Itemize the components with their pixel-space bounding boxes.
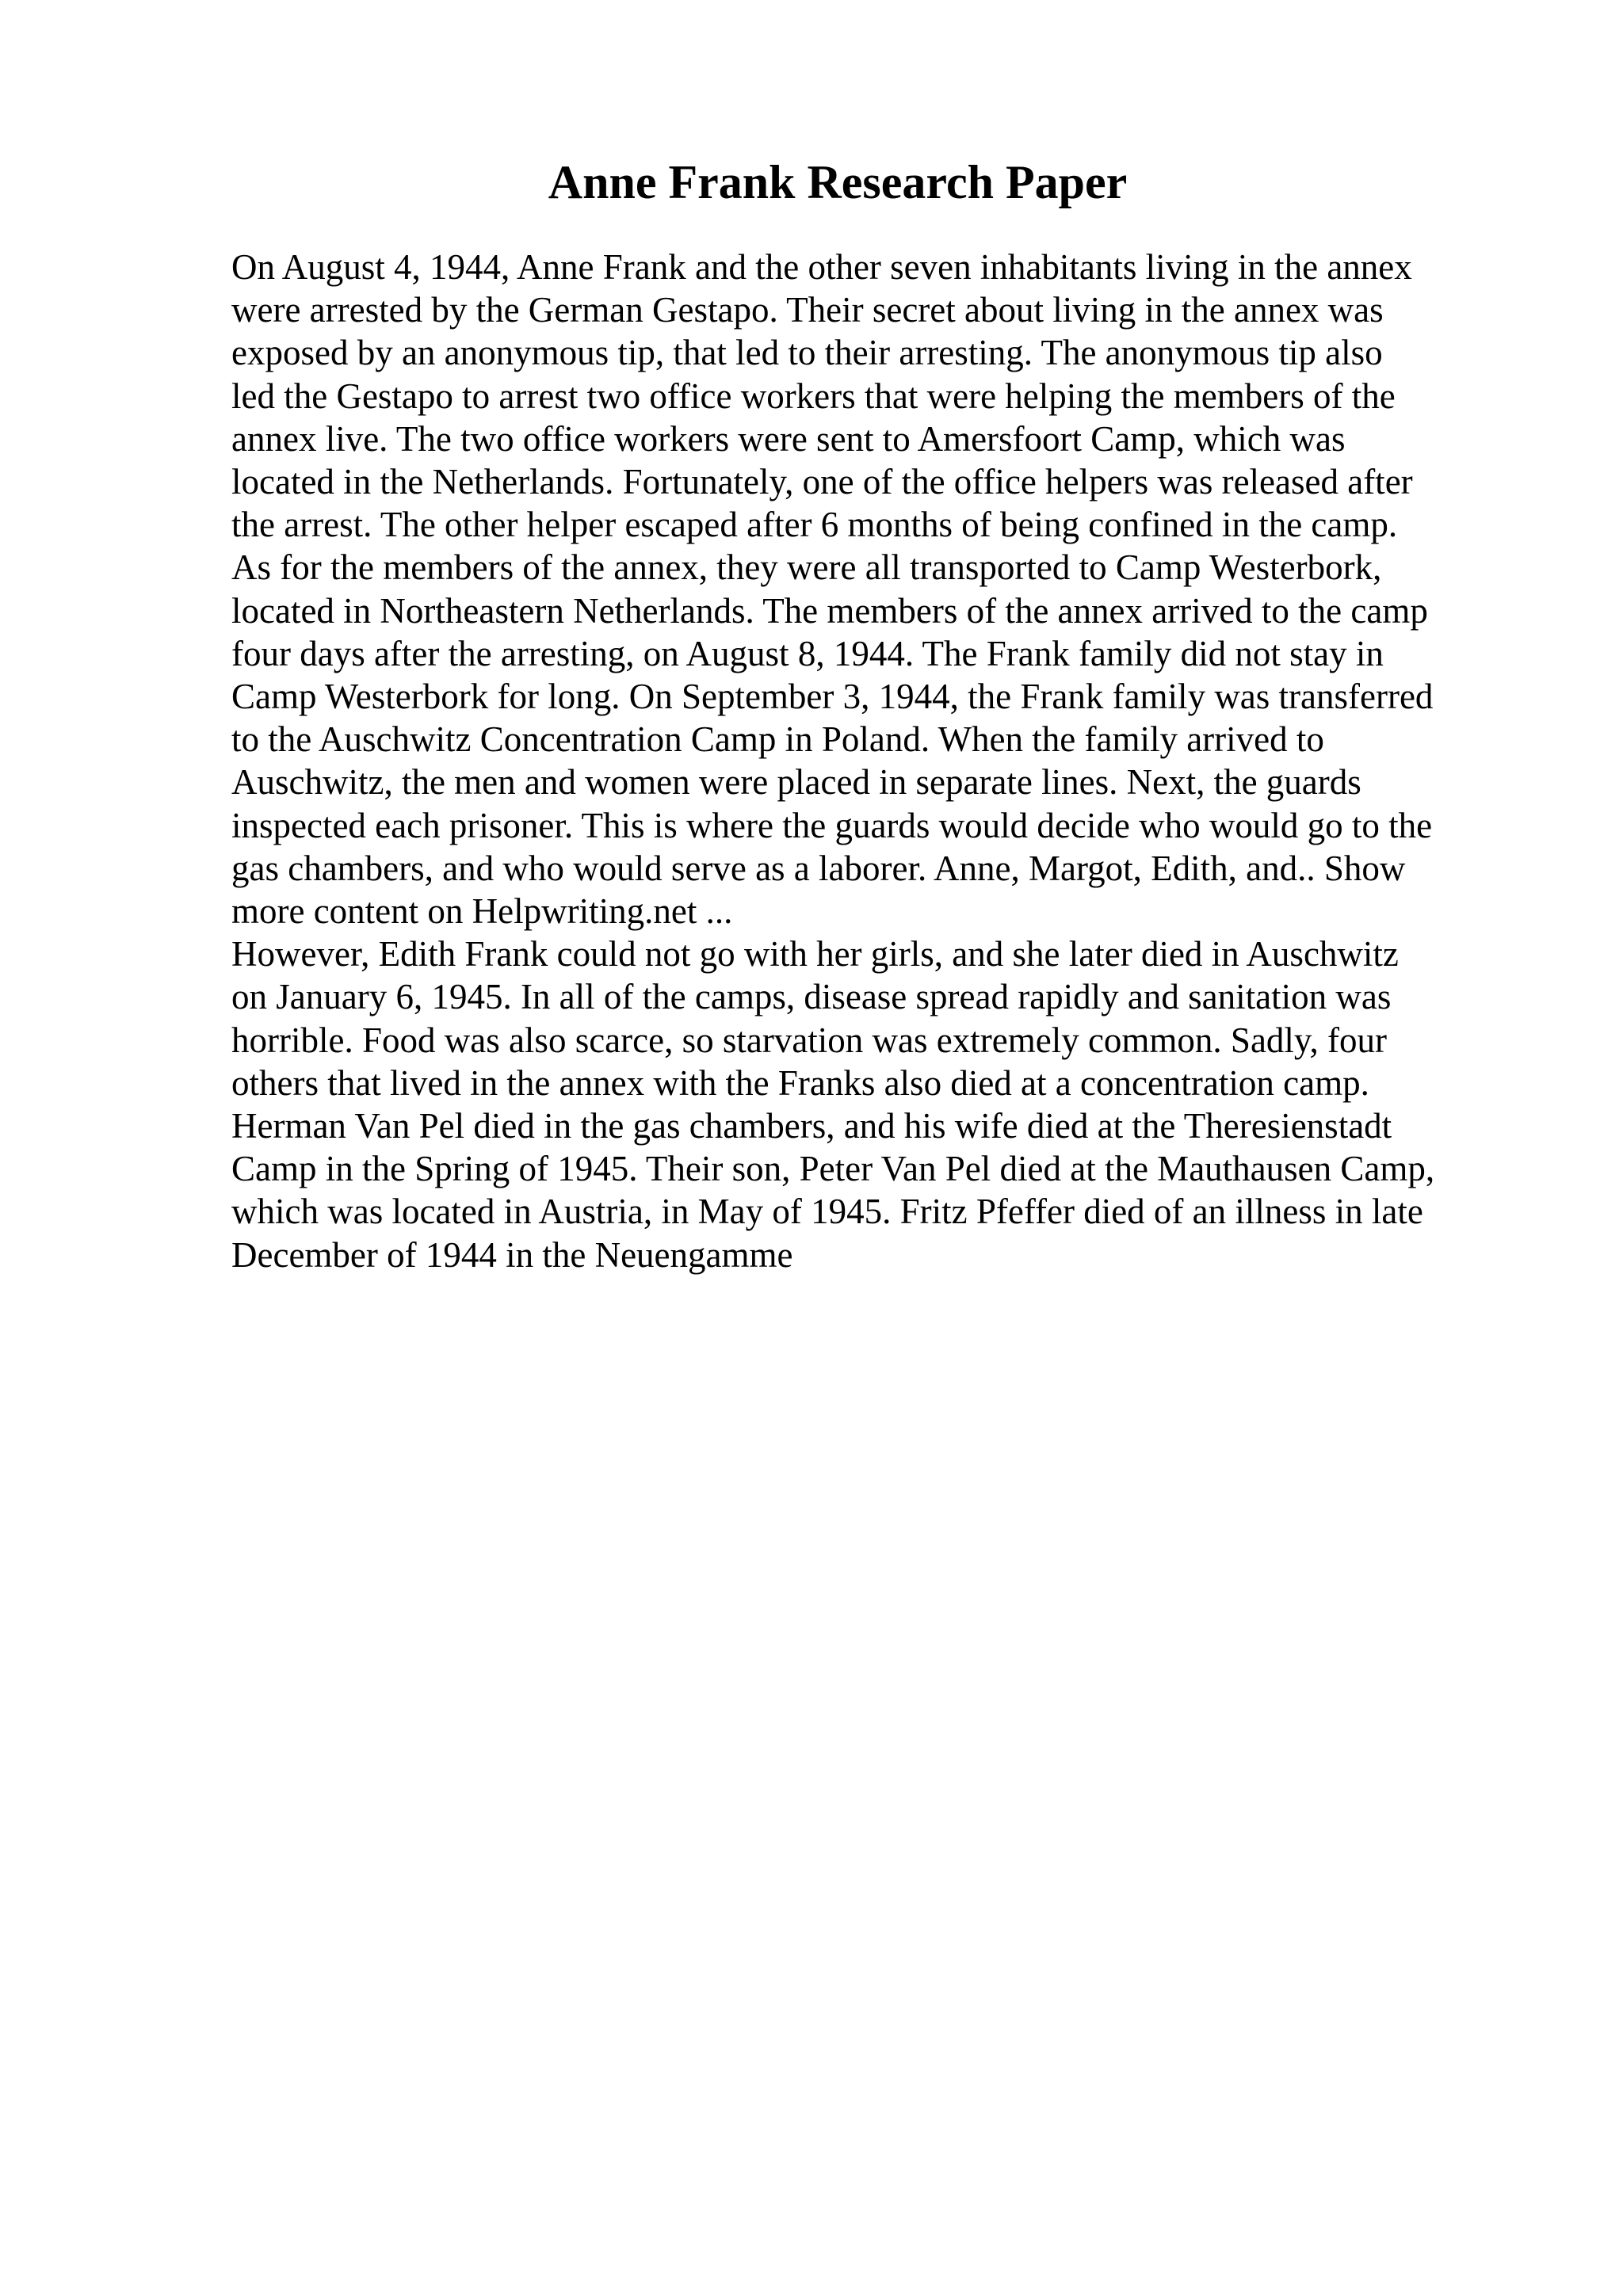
body-line: were arrested by the German Gestapo. Their secret about living in the annex was <box>231 290 1384 330</box>
body-line: Camp in the Spring of 1945. Their son, Peter Van Pel died at the Mauthausen Camp, <box>231 1149 1435 1189</box>
body-line: to the Auschwitz Concentration Camp in Poland. When the family arrived to <box>231 719 1324 760</box>
body-line: December of 1944 in the Neuengamme <box>231 1234 793 1275</box>
body-line: located in Northeastern Netherlands. The members of the annex arrived to the camp <box>231 590 1428 631</box>
body-line: led the Gestapo to arrest two office workers that were helping the members of the <box>231 376 1396 416</box>
body-line: Camp Westerbork for long. On September 3, 1944, the Frank family was transferred <box>231 677 1434 717</box>
body-line: others that lived in the annex with the Franks also died at a concentration camp. <box>231 1062 1369 1103</box>
body-line: on January 6, 1945. In all of the camps, disease spread rapidly and sanitation was <box>231 977 1392 1017</box>
body-line: Herman Van Pel died in the gas chambers, and his wife died at the Theresienstadt <box>231 1106 1392 1146</box>
body-line: gas chambers, and who would serve as a laborer. Anne, Margot, Edith, and.. Show <box>231 848 1406 888</box>
body-line: the arrest. The other helper escaped after 6 months of being confined in the camp. <box>231 505 1398 545</box>
body-line: horrible. Food was also scarce, so starvation was extremely common. Sadly, four <box>231 1020 1387 1060</box>
body-line: inspected each prisoner. This is where the guards would decide who would go to the <box>231 805 1433 845</box>
body-line: However, Edith Frank could not go with her girls, and she later died in Auschwitz <box>231 934 1399 974</box>
body-line: four days after the arresting, on August 8, 1944. The Frank family did not stay in <box>231 633 1384 673</box>
body-line: exposed by an anonymous tip, that led to their arresting. The anonymous tip also <box>231 333 1383 373</box>
body-line: more content on Helpwriting.net ... <box>231 891 733 932</box>
document-title: Anne Frank Research Paper <box>548 156 1128 208</box>
body-line: which was located in Austria, in May of 1945. Fritz Pfeffer died of an illness in late <box>231 1192 1423 1232</box>
body-line: annex live. The two office workers were sent to Amersfoort Camp, which was <box>231 418 1346 459</box>
document-body <box>231 246 1499 1276</box>
body-line: On August 4, 1944, Anne Frank and the other seven inhabitants living in the annex <box>231 247 1412 287</box>
body-line: located in the Netherlands. Fortunately, one of the office helpers was released after <box>231 462 1413 502</box>
body-line: Auschwitz, the men and women were placed in separate lines. Next, the guards <box>231 762 1361 803</box>
body-line: As for the members of the annex, they were all transported to Camp Westerbork, <box>231 547 1382 588</box>
